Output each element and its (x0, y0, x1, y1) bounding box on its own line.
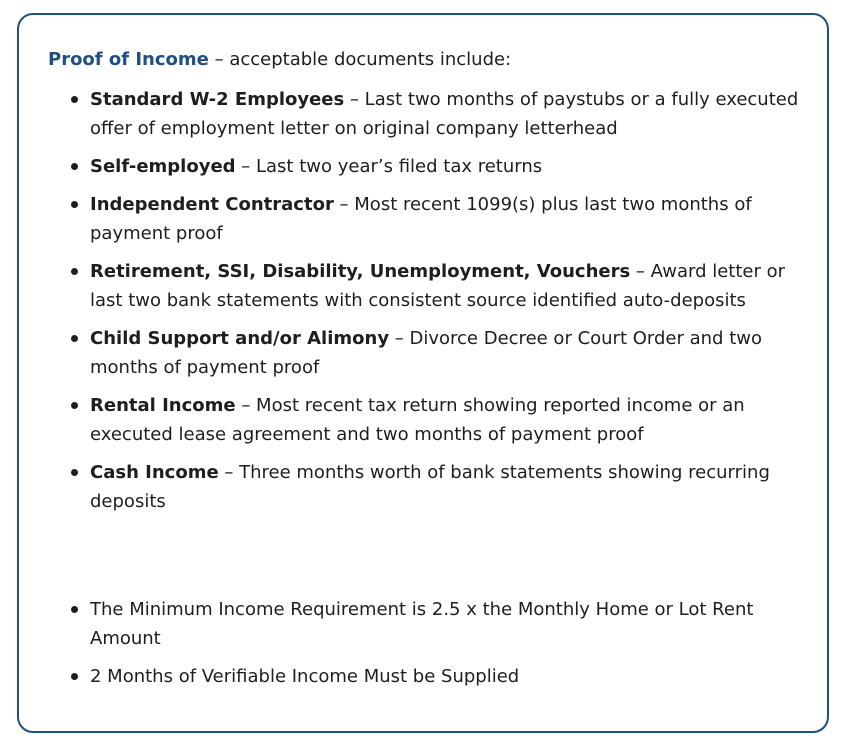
document-term: Cash Income (90, 462, 219, 483)
bullet-icon (71, 201, 78, 208)
bullet-icon (71, 469, 78, 476)
list-item (69, 257, 799, 315)
document-term: Rental Income (90, 395, 236, 416)
bullet-icon (71, 96, 78, 103)
list-item (69, 391, 799, 449)
list-item (69, 152, 799, 181)
bullet-icon (71, 673, 78, 680)
intro-text: – acceptable documents include: (208, 49, 512, 70)
income-requirements-list (69, 595, 799, 700)
requirement-text: The Minimum Income Requirement is 2.5 x the Monthly Home or Lot Rent Amount (90, 599, 754, 649)
list-item (69, 85, 799, 143)
document-term: Retirement, SSI, Disability, Unemployment, Vouchers (90, 261, 631, 282)
bullet-icon (71, 268, 78, 275)
document-description: – Last two year’s filed tax returns (235, 156, 543, 177)
list-item (69, 595, 799, 653)
intro-line (48, 46, 511, 74)
list-item (69, 662, 799, 691)
list-item (69, 190, 799, 248)
list-item (69, 324, 799, 382)
bullet-icon (71, 335, 78, 342)
document-term: Child Support and/or Alimony (90, 328, 390, 349)
document-term: Self-employed (90, 156, 236, 177)
bullet-icon (71, 606, 78, 613)
document-description: – Three months worth of bank statements showing recurring deposits (90, 462, 770, 512)
document-description: – Divorce Decree or Court Order and two months of payment proof (90, 328, 762, 378)
document-term: Standard W-2 Employees (90, 89, 345, 110)
list-item (69, 458, 799, 516)
document-description: – Most recent 1099(s) plus last two months of payment proof (90, 194, 752, 244)
requirement-text: 2 Months of Verifiable Income Must be Supplied (90, 666, 520, 687)
document-description: – Award letter or last two bank statements with consistent source identified auto-deposits (90, 261, 786, 311)
document-term: Independent Contractor (90, 194, 334, 215)
proof-of-income-card (17, 13, 829, 733)
bullet-icon (71, 163, 78, 170)
document-description: – Most recent tax return showing reported income or an executed lease agreement and two months of payment proof (90, 395, 745, 445)
intro-title: Proof of Income (48, 49, 209, 70)
document-description: – Last two months of paystubs or a fully executed offer of employment letter on original company letterhead (90, 89, 799, 139)
acceptable-documents-list (69, 85, 799, 525)
bullet-icon (71, 402, 78, 409)
